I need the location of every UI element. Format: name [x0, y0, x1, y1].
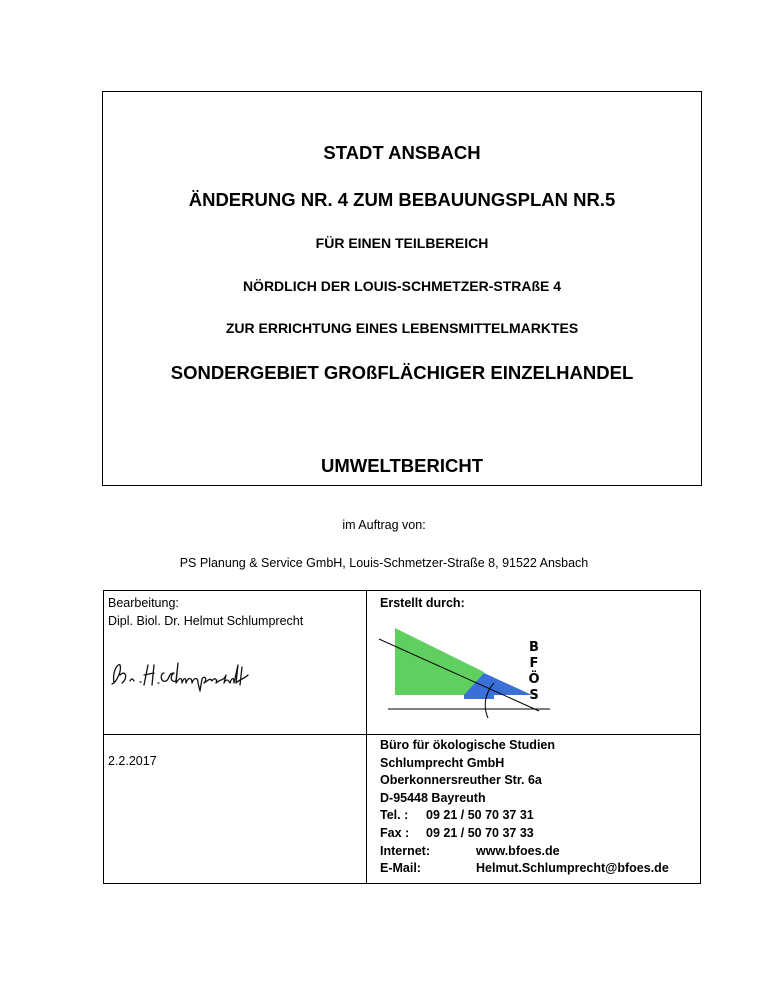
purpose-line: ZUR ERRICHTUNG EINES LEBENSMITTELMARKTES: [225, 320, 579, 336]
company-internet-row: [380, 843, 669, 861]
logo-blue-base: [464, 694, 494, 699]
date: 2.2.2017: [108, 754, 157, 768]
created-label: Erstellt durch:: [380, 596, 465, 610]
company-street: Oberkonnersreuther Str. 6a: [380, 773, 542, 788]
info-table: [103, 590, 701, 884]
company-tel-row: [380, 807, 669, 825]
amendment-title: ÄNDERUNG NR. 4 ZUM BEBAUUNGSPLAN NR.5: [188, 189, 616, 210]
company-name-1: Büro für ökologische Studien: [380, 738, 556, 752]
zone-title: SONDERGEBIET GROßFLÄCHIGER EINZELHANDEL: [170, 362, 634, 383]
row-divider: [104, 734, 700, 735]
fax-label: Fax :: [380, 825, 410, 840]
internet-value[interactable]: www.bfoes.de: [476, 843, 560, 858]
scope-line: FÜR EINEN TEILBEREICH: [315, 235, 489, 251]
commission-label: im Auftrag von:: [342, 518, 426, 532]
column-divider: [366, 591, 367, 883]
logo-letter-s: S: [529, 688, 539, 703]
logo-letter-f: F: [529, 656, 539, 671]
location-line: NÖRDLICH DER LOUIS-SCHMETZER-STRAßE 4: [242, 278, 562, 294]
company-city: D-95448 Bayreuth: [380, 790, 486, 805]
tel-label: Tel. :: [380, 808, 409, 823]
company-email-row: [380, 860, 669, 878]
signature-image: [108, 653, 268, 693]
editor-label: Bearbeitung:: [108, 596, 179, 610]
internet-label: Internet:: [380, 843, 430, 858]
company-address: [380, 737, 669, 878]
logo-letter-b: B: [529, 640, 539, 655]
fax-value: 09 21 / 50 70 37 33: [426, 825, 534, 840]
report-title: UMWELTBERICHT: [320, 455, 484, 476]
email-label: E-Mail:: [380, 861, 421, 876]
email-value[interactable]: Helmut.Schlumprecht@bfoes.de: [476, 861, 669, 876]
company-name-2: Schlumprecht GmbH: [380, 755, 505, 770]
city-title: STADT ANSBACH: [323, 142, 481, 163]
logo-letter-oe: Ö: [528, 672, 540, 687]
editor-name: Dipl. Biol. Dr. Helmut Schlumprecht: [108, 614, 304, 628]
title-box: [102, 91, 702, 486]
tel-value: 09 21 / 50 70 37 31: [426, 808, 534, 823]
bfoes-logo: [374, 623, 554, 718]
client-line: PS Planung & Service GmbH, Louis-Schmetzer-Straße 8, 91522 Ansbach: [179, 556, 589, 570]
logo-green-triangle: [395, 628, 484, 695]
company-fax-row: [380, 825, 669, 843]
